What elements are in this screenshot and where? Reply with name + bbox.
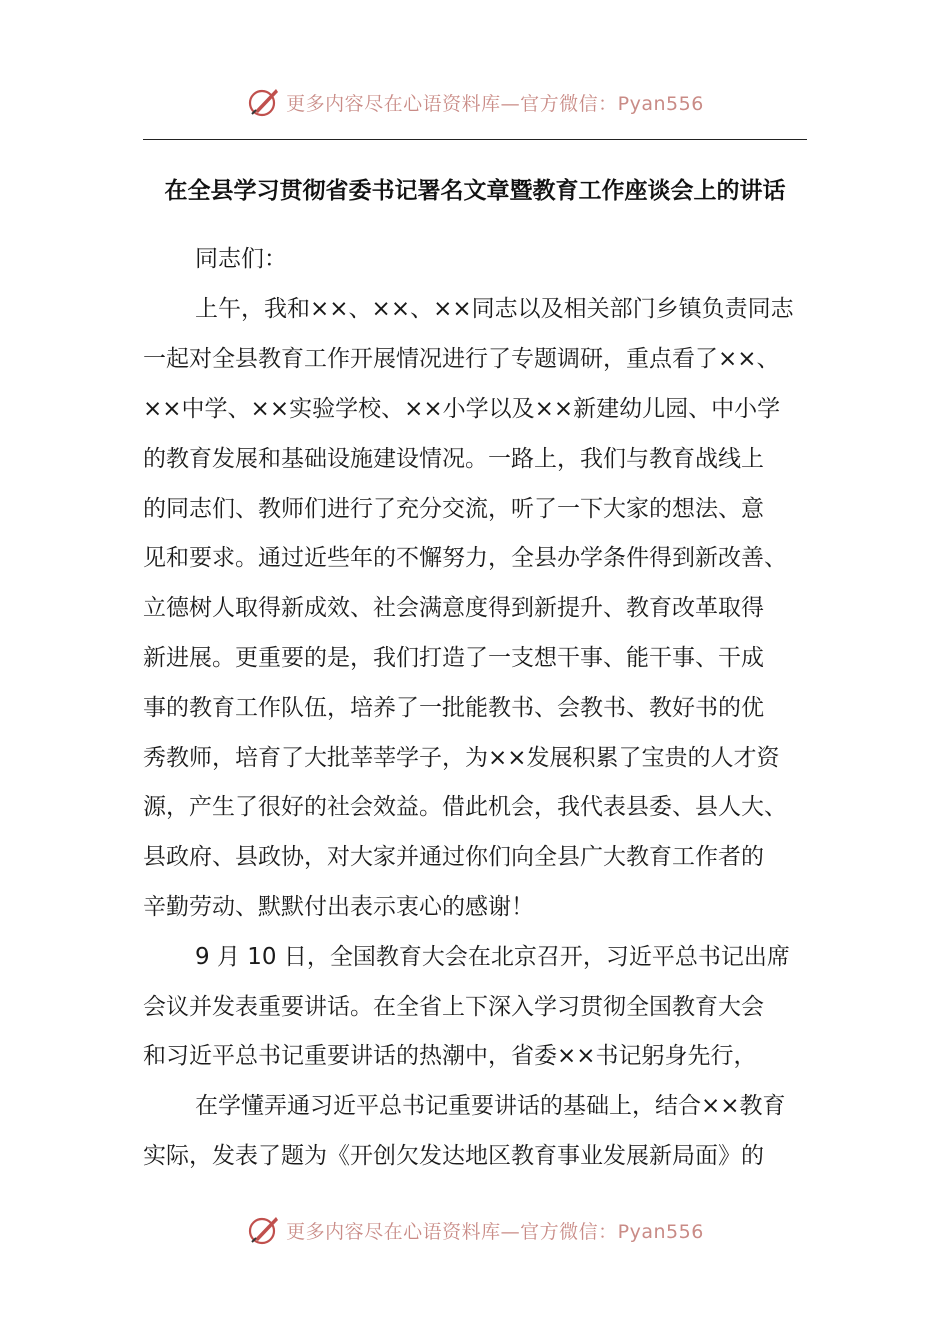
body-line: 实际，发表了题为《开创欠发达地区教育事业发展新局面》的 xyxy=(143,1143,764,1169)
body-line: 县政府、县政协，对大家并通过你们向全县广大教育工作者的 xyxy=(143,844,764,870)
watermark-text xyxy=(286,89,704,116)
body-line: 见和要求。通过近些年的不懈努力，全县办学条件得到新改善、 xyxy=(143,545,787,571)
body-line: 辛勤劳动、默默付出表示衷心的感谢！ xyxy=(143,894,534,920)
watermark-text xyxy=(286,1217,704,1244)
body-line: 的教育发展和基础设施建设情况。一路上，我们与教育战线上 xyxy=(143,446,764,472)
body-line: 和习近平总书记重要讲话的热潮中，省委××书记躬身先行， xyxy=(143,1043,757,1069)
document-title: 在全县学习贯彻省委书记署名文章暨教育工作座谈会上的讲话 xyxy=(164,178,786,204)
body-line: 源，产生了很好的社会效益。借此机会，我代表县委、县人大、 xyxy=(143,794,787,820)
body-line: 事的教育工作队伍，培养了一批能教书、会教书、教好书的优 xyxy=(143,695,764,721)
body-line: ××中学、××实验学校、××小学以及××新建幼儿园、中小学 xyxy=(143,396,781,422)
footer-watermark xyxy=(0,1210,950,1250)
body-line: 会议并发表重要讲话。在全省上下深入学习贯彻全国教育大会 xyxy=(143,994,764,1020)
watermark-label: 更多内容尽在心语资料库—官方微信： xyxy=(286,1220,618,1243)
body-line: 秀教师，培育了大批莘莘学子，为××发展积累了宝贵的人才资 xyxy=(143,745,780,771)
body-line: 立德树人取得新成效、社会满意度得到新提升、教育改革取得 xyxy=(143,595,764,621)
body-line: 一起对全县教育工作开展情况进行了专题调研，重点看了××、 xyxy=(143,346,780,372)
body-line: 在学懂弄通习近平总书记重要讲话的基础上，结合××教育 xyxy=(195,1093,786,1119)
body-line: 9 月 10 日，全国教育大会在北京召开，习近平总书记出席 xyxy=(195,944,790,970)
header-watermark xyxy=(0,82,950,122)
body-line: 上午，我和××、××、××同志以及相关部门乡镇负责同志 xyxy=(195,296,794,322)
quill-logo-icon xyxy=(246,84,282,120)
header-divider xyxy=(143,139,807,140)
salutation: 同志们： xyxy=(195,246,287,272)
watermark-wechat-id: Pyan556 xyxy=(617,92,704,115)
watermark-wechat-id: Pyan556 xyxy=(617,1220,704,1243)
watermark-label: 更多内容尽在心语资料库—官方微信： xyxy=(286,92,618,115)
body-line: 的同志们、教师们进行了充分交流，听了一下大家的想法、意 xyxy=(143,496,764,522)
body-line: 新进展。更重要的是，我们打造了一支想干事、能干事、干成 xyxy=(143,645,764,671)
quill-logo-icon xyxy=(246,1212,282,1248)
